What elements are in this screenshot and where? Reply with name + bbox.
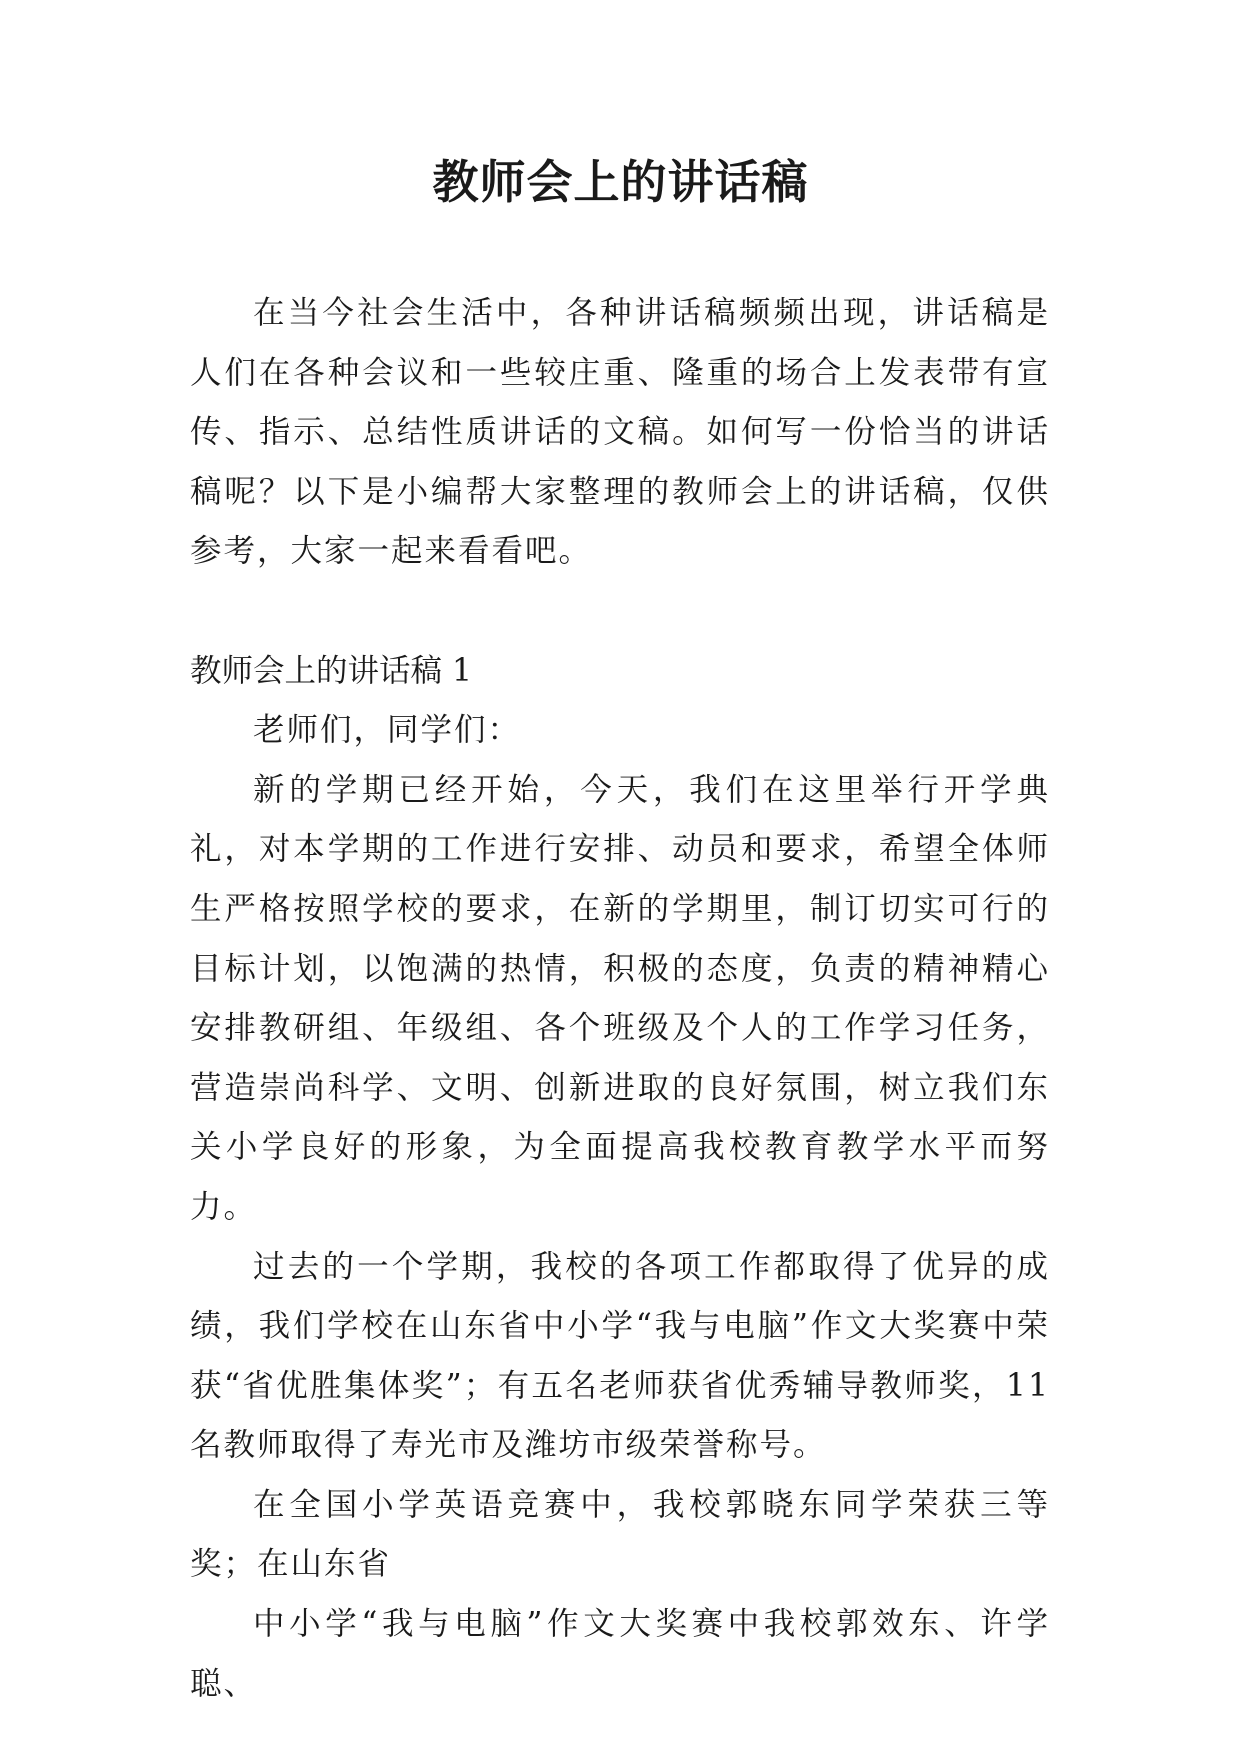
- intro-paragraph: 在当今社会生活中，各种讲话稿频频出现，讲话稿是人们在各种会议和一些较庄重、隆重的场合上发表带有宣传、指示、总结性质讲话的文稿。如何写一份恰当的讲话稿呢？以下是小编帮大家整理的教师会上的讲话稿，仅供参考，大家一起来看看吧。: [190, 295, 1050, 570]
- document-body: [190, 284, 1050, 1714]
- body-paragraph: 在全国小学英语竞赛中，我校郭晓东同学荣获三等奖；在山东省: [190, 1486, 1050, 1583]
- section-heading: 教师会上的讲话稿 1: [190, 652, 473, 689]
- body-paragraph: 中小学“我与电脑”作文大奖赛中我校郭效东、许学聪、: [190, 1606, 1050, 1702]
- paragraph-spacer: [190, 582, 1050, 642]
- body-paragraph: 过去的一个学期，我校的各项工作都取得了优异的成绩，我们学校在山东省中小学“我与电脑”作文大奖赛中荣获“省优胜集体奖”；有五名老师获省优秀辅导教师奖，11 名教师取得了寿光市及潍坊市级荣誉称号。: [190, 1248, 1050, 1464]
- document-title: 教师会上的讲话稿: [432, 155, 809, 209]
- body-paragraph: 新的学期已经开始，今天，我们在这里举行开学典礼，对本学期的工作进行安排、动员和要求，希望全体师生严格按照学校的要求，在新的学期里，制订切实可行的目标计划，以饱满的热情，积极的态度，负责的精神精心安排教研组、年级组、各个班级及个人的工作学习任务，营造崇尚科学、文明、创新进取的良好氛围，树立我们东关小学良好的形象，为全面提高我校教育教学水平而努力。: [190, 771, 1050, 1225]
- salutation-paragraph: 老师们，同学们：: [253, 712, 522, 749]
